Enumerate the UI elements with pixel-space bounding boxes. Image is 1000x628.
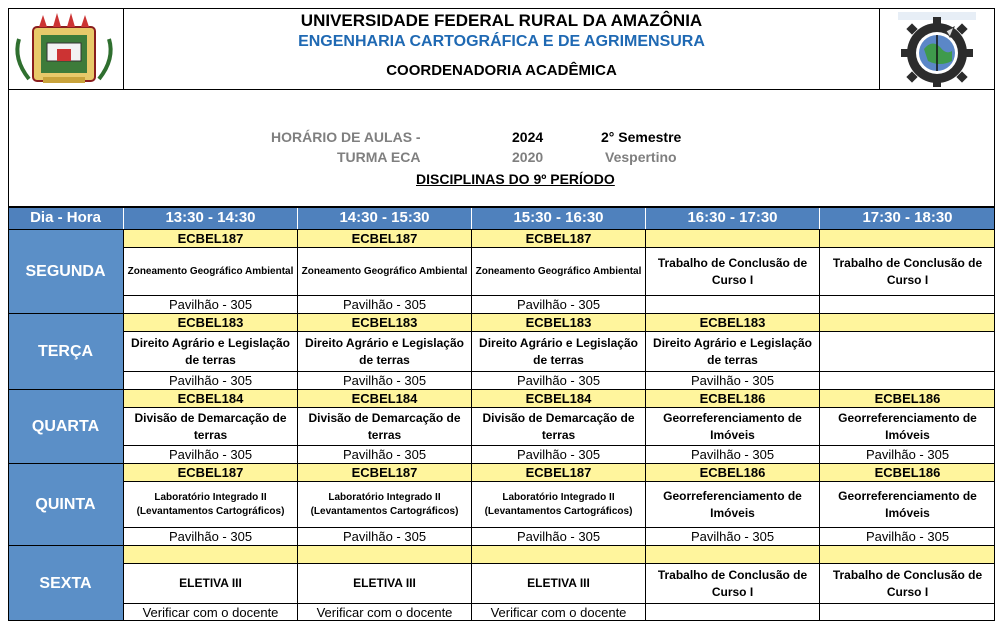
day-label-quinta: QUINTA bbox=[8, 463, 123, 545]
room-location: Pavilhão - 305 bbox=[819, 445, 995, 463]
room-location bbox=[819, 295, 995, 313]
room-location: Pavilhão - 305 bbox=[297, 371, 471, 389]
time-slot-header: 13:30 - 14:30 bbox=[123, 207, 297, 229]
subject-name: Direito Agrário e Legislação de terras bbox=[645, 331, 819, 371]
subject-name: Georreferenciamento de Imóveis bbox=[819, 407, 995, 445]
room-location bbox=[819, 603, 995, 621]
department-name: COORDENADORIA ACADÊMICA bbox=[386, 62, 617, 79]
course-code: ECBEL183 bbox=[123, 313, 297, 331]
room-location: Pavilhão - 305 bbox=[123, 527, 297, 545]
room-location bbox=[819, 371, 995, 389]
subject-name: Georreferenciamento de Imóveis bbox=[645, 407, 819, 445]
subject-name: ELETIVA III bbox=[471, 563, 645, 603]
course-code: ECBEL184 bbox=[471, 389, 645, 407]
course-code bbox=[645, 229, 819, 247]
day-label-quarta: QUARTA bbox=[8, 389, 123, 463]
room-location: Pavilhão - 305 bbox=[123, 445, 297, 463]
subject-name: Trabalho de Conclusão de Curso I bbox=[645, 563, 819, 603]
course-code bbox=[297, 545, 471, 563]
day-label-terca: TERÇA bbox=[8, 313, 123, 389]
subject-name: Trabalho de Conclusão de Curso I bbox=[645, 247, 819, 295]
class-year: 2020 bbox=[512, 149, 544, 165]
subject-name: Direito Agrário e Legislação de terras bbox=[297, 331, 471, 371]
subject-name: Direito Agrário e Legislação de terras bbox=[471, 331, 645, 371]
class-shift: Vespertino bbox=[605, 149, 677, 165]
course-code: ECBEL187 bbox=[471, 463, 645, 481]
subject-name: Georreferenciamento de Imóveis bbox=[819, 481, 995, 527]
subject-name bbox=[819, 331, 995, 371]
room-location: Pavilhão - 305 bbox=[645, 371, 819, 389]
semester: 2° Semestre bbox=[601, 129, 682, 145]
subject-name: Zoneamento Geográfico Ambiental bbox=[297, 247, 471, 295]
subject-name: Zoneamento Geográfico Ambiental bbox=[471, 247, 645, 295]
course-name: ENGENHARIA CARTOGRÁFICA E DE AGRIMENSURA bbox=[298, 33, 705, 50]
course-code: ECBEL183 bbox=[471, 313, 645, 331]
course-code: ECBEL186 bbox=[819, 389, 995, 407]
course-code: ECBEL184 bbox=[297, 389, 471, 407]
schedule-year: 2024 bbox=[512, 129, 544, 145]
subject-name: Divisão de Demarcação de terras bbox=[471, 407, 645, 445]
subject-name: Laboratório Integrado II (Levantamentos Cartográficos) bbox=[297, 481, 471, 527]
room-location: Pavilhão - 305 bbox=[297, 445, 471, 463]
room-location: Verificar com o docente bbox=[471, 603, 645, 621]
room-location: Pavilhão - 305 bbox=[471, 527, 645, 545]
subject-name: Trabalho de Conclusão de Curso I bbox=[819, 247, 995, 295]
room-location: Pavilhão - 305 bbox=[123, 295, 297, 313]
course-code: ECBEL187 bbox=[471, 229, 645, 247]
course-code bbox=[819, 545, 995, 563]
room-location: Pavilhão - 305 bbox=[645, 445, 819, 463]
course-code: ECBEL187 bbox=[123, 463, 297, 481]
university-name: UNIVERSIDADE FEDERAL RURAL DA AMAZÔNIA bbox=[300, 11, 703, 30]
course-code bbox=[819, 229, 995, 247]
course-code: ECBEL184 bbox=[123, 389, 297, 407]
subject-name: Divisão de Demarcação de terras bbox=[297, 407, 471, 445]
schedule-info bbox=[8, 89, 995, 207]
room-location: Pavilhão - 305 bbox=[297, 527, 471, 545]
subject-name: Georreferenciamento de Imóveis bbox=[645, 481, 819, 527]
course-code: ECBEL187 bbox=[123, 229, 297, 247]
time-slot-header: 17:30 - 18:30 bbox=[819, 207, 995, 229]
course-code: ECBEL187 bbox=[297, 463, 471, 481]
course-code bbox=[819, 313, 995, 331]
subject-name: Divisão de Demarcação de terras bbox=[123, 407, 297, 445]
room-location: Pavilhão - 305 bbox=[645, 527, 819, 545]
time-slot-header: 14:30 - 15:30 bbox=[297, 207, 471, 229]
timetable-corner-header: Dia - Hora bbox=[8, 207, 123, 229]
room-location bbox=[645, 295, 819, 313]
time-slot-header: 15:30 - 16:30 bbox=[471, 207, 645, 229]
room-location: Verificar com o docente bbox=[297, 603, 471, 621]
course-code: ECBEL183 bbox=[297, 313, 471, 331]
course-code bbox=[645, 545, 819, 563]
room-location: Pavilhão - 305 bbox=[123, 371, 297, 389]
room-location: Pavilhão - 305 bbox=[471, 371, 645, 389]
room-location: Pavilhão - 305 bbox=[471, 295, 645, 313]
course-code: ECBEL187 bbox=[297, 229, 471, 247]
subject-name: Laboratório Integrado II (Levantamentos Cartográficos) bbox=[123, 481, 297, 527]
timetable bbox=[8, 207, 995, 621]
subject-name: ELETIVA III bbox=[123, 563, 297, 603]
room-location: Pavilhão - 305 bbox=[819, 527, 995, 545]
course-code bbox=[471, 545, 645, 563]
subject-name: ELETIVA III bbox=[297, 563, 471, 603]
room-location bbox=[645, 603, 819, 621]
university-crest-logo bbox=[9, 9, 124, 89]
subject-name: Direito Agrário e Legislação de terras bbox=[123, 331, 297, 371]
course-code: ECBEL186 bbox=[645, 463, 819, 481]
subject-name: Zoneamento Geográfico Ambiental bbox=[123, 247, 297, 295]
subject-name: Trabalho de Conclusão de Curso I bbox=[819, 563, 995, 603]
course-code: ECBEL186 bbox=[819, 463, 995, 481]
course-code: ECBEL183 bbox=[645, 313, 819, 331]
schedule-label: HORÁRIO DE AULAS - bbox=[271, 129, 421, 145]
room-location: Pavilhão - 305 bbox=[471, 445, 645, 463]
class-label: TURMA ECA bbox=[337, 149, 421, 165]
subject-name: Laboratório Integrado II (Levantamentos Cartográficos) bbox=[471, 481, 645, 527]
document-header bbox=[8, 8, 995, 90]
day-label-sexta: SEXTA bbox=[8, 545, 123, 621]
room-location: Verificar com o docente bbox=[123, 603, 297, 621]
course-code: ECBEL186 bbox=[645, 389, 819, 407]
course-code bbox=[123, 545, 297, 563]
course-gear-globe-logo bbox=[879, 9, 994, 89]
day-label-segunda: SEGUNDA bbox=[8, 229, 123, 313]
period-subtitle: DISCIPLINAS DO 9º PERÍODO bbox=[416, 171, 615, 187]
time-slot-header: 16:30 - 17:30 bbox=[645, 207, 819, 229]
room-location: Pavilhão - 305 bbox=[297, 295, 471, 313]
